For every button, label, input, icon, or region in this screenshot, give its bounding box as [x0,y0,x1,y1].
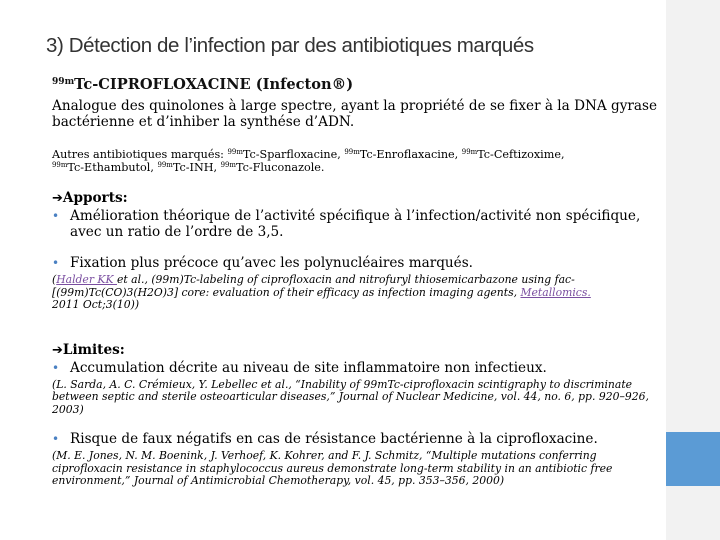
drug-description: Analogue des quinolones à large spectre, ayant la propriété de se fixer à la DNA gyrase bactérienne et d’inhiber la synthése d’ADN. [52,98,658,130]
other-antibiotics [52,148,662,174]
sidebar-accent-block [666,432,720,486]
list-item [52,208,662,240]
antibiotic-item: Tc-Fluconazole. [236,161,325,174]
other-antibiotics-intro: Autres antibiotiques marqués: [52,148,228,161]
list-item [52,360,662,376]
list-item-text: Accumulation décrite au niveau de site inflammatoire non infectieux. [70,359,547,376]
isotope-sup: 99m [52,161,68,170]
apports-heading [52,190,662,206]
citation-paren: ( [52,273,57,286]
author-link[interactable]: Halder KK [56,273,117,286]
arrow-right-icon: ➔ [52,342,63,358]
bullet-icon: • [52,209,60,223]
list-item-text: Fixation plus précoce qu’avec les polynucléaires marqués. [70,255,473,271]
limites-heading [52,342,662,358]
citation-text: et al., (99m)Tc-labeling of ciprofloxacin and nitrofuryl thiosemicarbazone using fac-[(99m)Tc(CO)3(H2O)3] core: evaluation of their efficacy as infection imaging agents, [52,273,575,299]
drug-name: Tc-CIPROFLOXACINE (Infecton®) [74,76,354,93]
list-item [52,431,662,447]
antibiotic-item: Tc-INH, [172,161,221,174]
list-item [52,255,662,271]
antibiotic-item: Tc-Ethambutol, [67,161,158,174]
reference-citation [52,274,662,312]
bullet-icon: • [52,432,60,446]
antibiotic-item: Tc-Enroflaxacine, [359,148,462,161]
slide-sidebar [666,0,720,540]
list-item-text: Amélioration théorique de l’activité spécifique à l’infection/activité non spécifique, avec un ratio de l’ordre de 3,5. [70,208,641,240]
isotope-sup: 99m [461,148,478,157]
reference-citation: (M. E. Jones, N. M. Boenink, J. Verhoef, K. Kohrer, and F. J. Schmitz, “Multiple mutations conferring ciprofloxacin resistance in staphylococcus aureus demonstrate long-term stability in an antibiotic free environment,” Journal of Antimicrobial Chemotherapy, vol. 45, pp. 353–356, 2000) [52,449,613,487]
apports-heading-label: Apports: [62,190,128,206]
reference-citation: (L. Sarda, A. C. Crémieux, Y. Lebellec et al., “Inability of 99mTc-ciprofloxacin scintigraphy to discriminate between septic and sterile osteoarticular diseases,” Journal of Nuclear Medicine, vol. 44, no. 6, pp. 920–926, 2003) [52,377,649,416]
slide-content [52,76,662,488]
antibiotic-item: Tc-Sparfloxacine, [242,148,345,161]
drug-isotope-prefix: 99m [52,77,75,88]
bullet-icon: • [52,360,60,375]
journal-link[interactable]: Metallomics. [520,285,591,299]
isotope-sup: 99m [220,161,237,170]
isotope-sup: 99m [344,148,360,157]
bullet-icon: • [52,256,60,270]
isotope-sup: 99m [157,161,173,170]
antibiotic-item: Tc-Ceftizoxime, [477,148,565,161]
drug-heading [52,76,662,93]
slide-title: 3) Détection de l’infection par des antibiotiques marqués [46,34,534,57]
isotope-sup: 99m [227,148,243,157]
arrow-right-icon: ➔ [52,191,63,206]
list-item-text: Risque de faux négatifs en cas de résistance bactérienne à la ciprofloxacine. [70,431,598,447]
limites-heading-label: Limites: [62,341,125,358]
citation-date: 2011 Oct;3(10)) [52,298,140,311]
